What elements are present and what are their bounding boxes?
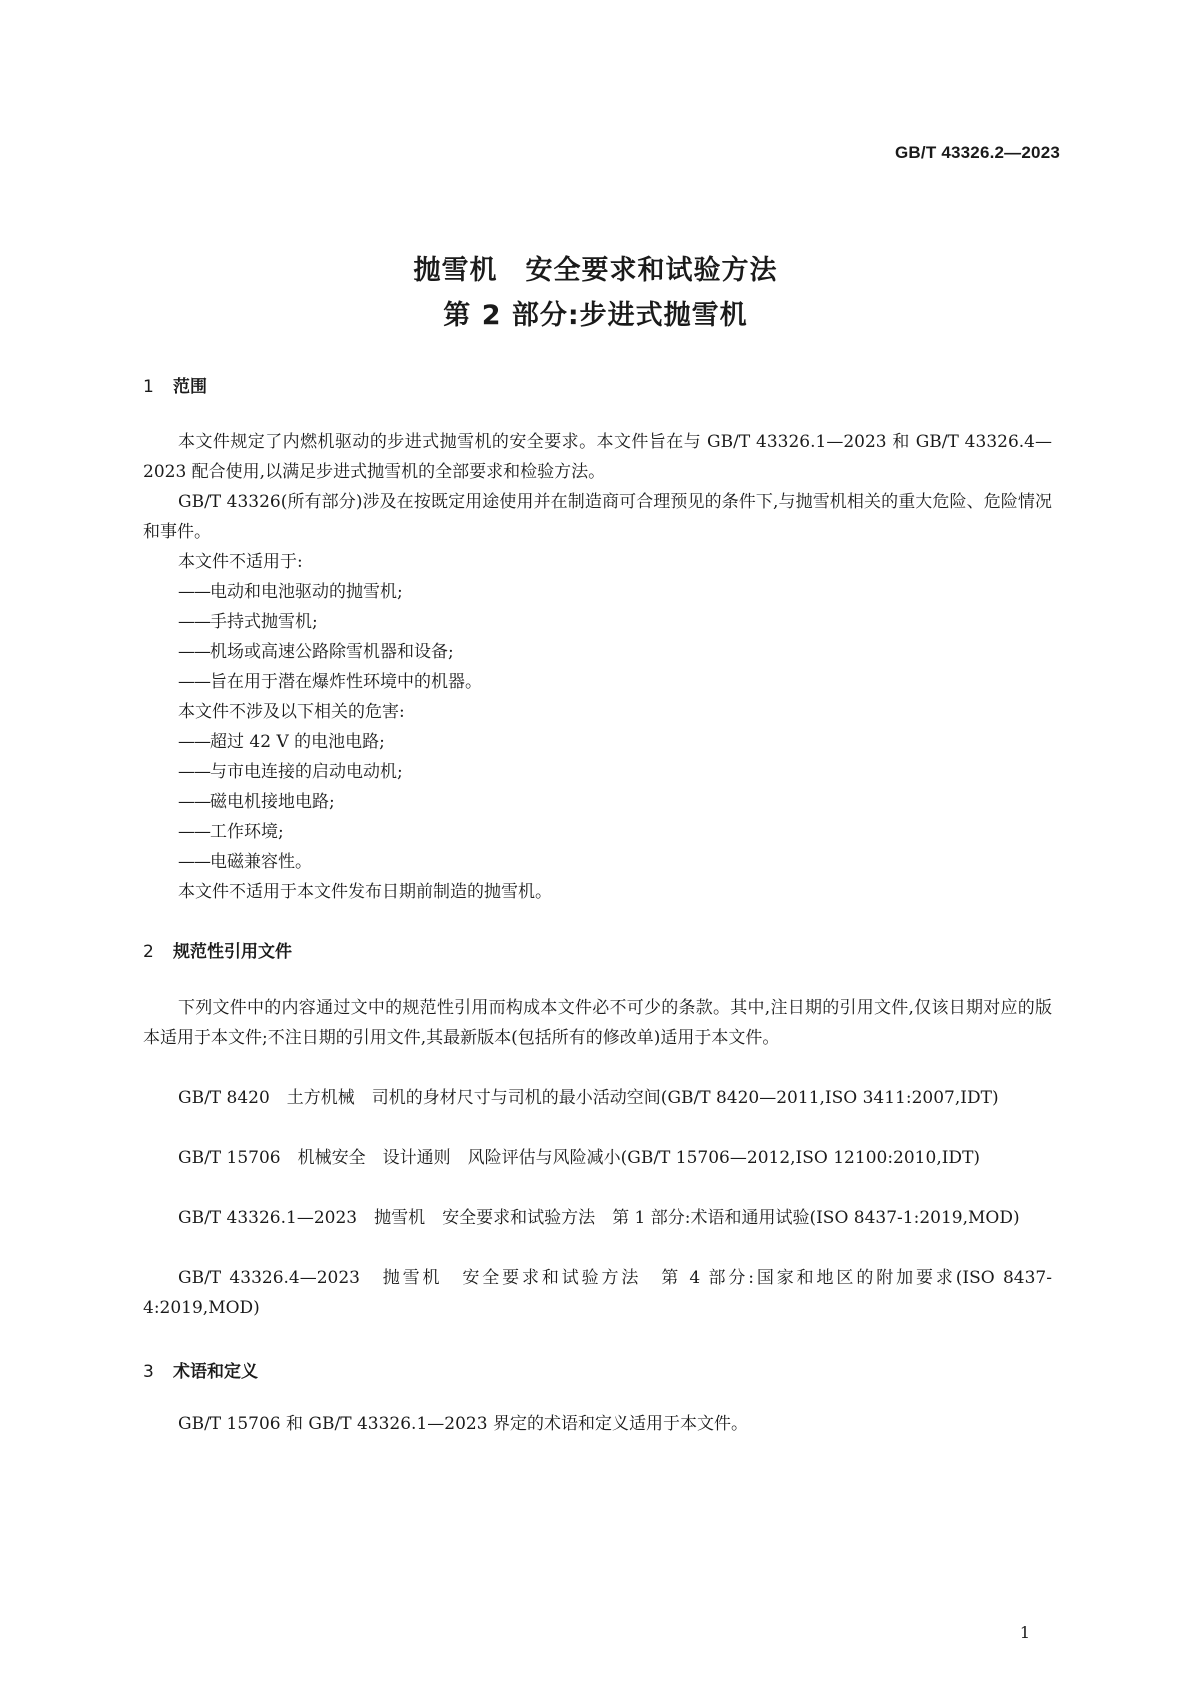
page-number: 1 (1019, 1623, 1030, 1642)
section-number: 2 (143, 942, 154, 962)
paragraph: 下列文件中的内容通过文中的规范性引用而构成本文件必不可少的条款。其中,注日期的引用文件,仅该日期对应的版本适用于本文件;不注日期的引用文件,其最新版本(包括所有的修改单)适用于本文件。 (143, 998, 1052, 1048)
list-item: —— 与市电连接的启动电动机; (178, 757, 403, 787)
list-item: —— 机场或高速公路除雪机器和设备; (178, 637, 454, 667)
list-item: —— 电动和电池驱动的抛雪机; (178, 577, 403, 607)
paragraph: GB/T 15706 和 GB/T 43326.1—2023 界定的术语和定义适用于本文件。 (178, 1414, 748, 1434)
list-item: —— 工作环境; (178, 817, 284, 847)
list-item: —— 磁电机接地电路; (178, 787, 335, 817)
section-title: 规范性引用文件 (173, 942, 292, 962)
section-number: 3 (143, 1362, 154, 1382)
section-number: 1 (143, 377, 154, 397)
section-1-heading (143, 372, 207, 397)
list-item: —— 超过 42 V 的电池电路; (178, 727, 385, 757)
section-3-heading (143, 1357, 258, 1382)
paragraph: 本文件不适用于本文件发布日期前制造的抛雪机。 (178, 882, 552, 902)
paragraph: 本文件不适用于: (178, 552, 303, 572)
document-title: 抛雪机 安全要求和试验方法 (413, 255, 778, 286)
paragraph: GB/T 43326(所有部分)涉及在按既定用途使用并在制造商可合理预见的条件下,与抛雪机相关的重大危险、危险情况和事件。 (143, 492, 1052, 542)
list-item: —— 电磁兼容性。 (178, 847, 312, 877)
paragraph: 本文件不涉及以下相关的危害: (178, 702, 405, 722)
section-title: 范围 (173, 377, 207, 397)
section-2-heading (143, 937, 292, 962)
list-item: —— 旨在用于潜在爆炸性环境中的机器。 (178, 667, 482, 697)
reference-item: GB/T 43326.1—2023 抛雪机 安全要求和试验方法 第 1 部分:术语和通用试验(ISO 8437-1:2019,MOD) (178, 1208, 1020, 1228)
reference-item: GB/T 8420 土方机械 司机的身材尺寸与司机的最小活动空间(GB/T 8420—2011,ISO 3411:2007,IDT) (178, 1088, 999, 1108)
document-number: GB/T 43326.2—2023 (895, 143, 1060, 162)
paragraph: 本文件规定了内燃机驱动的步进式抛雪机的安全要求。本文件旨在与 GB/T 43326.1—2023 和 GB/T 43326.4—2023 配合使用,以满足步进式抛雪机的全部要求和检验方法。 (143, 432, 1052, 482)
list-item: —— 手持式抛雪机; (178, 607, 318, 637)
section-title: 术语和定义 (173, 1362, 258, 1382)
document-subtitle: 第 2 部分:步进式抛雪机 (443, 300, 748, 331)
reference-item: GB/T 15706 机械安全 设计通则 风险评估与风险减小(GB/T 15706—2012,ISO 12100:2010,IDT) (178, 1148, 981, 1168)
reference-item: GB/T 43326.4—2023 抛雪机 安全要求和试验方法 第 4 部分:国家和地区的附加要求(ISO 8437-4:2019,MOD) (143, 1268, 1052, 1318)
